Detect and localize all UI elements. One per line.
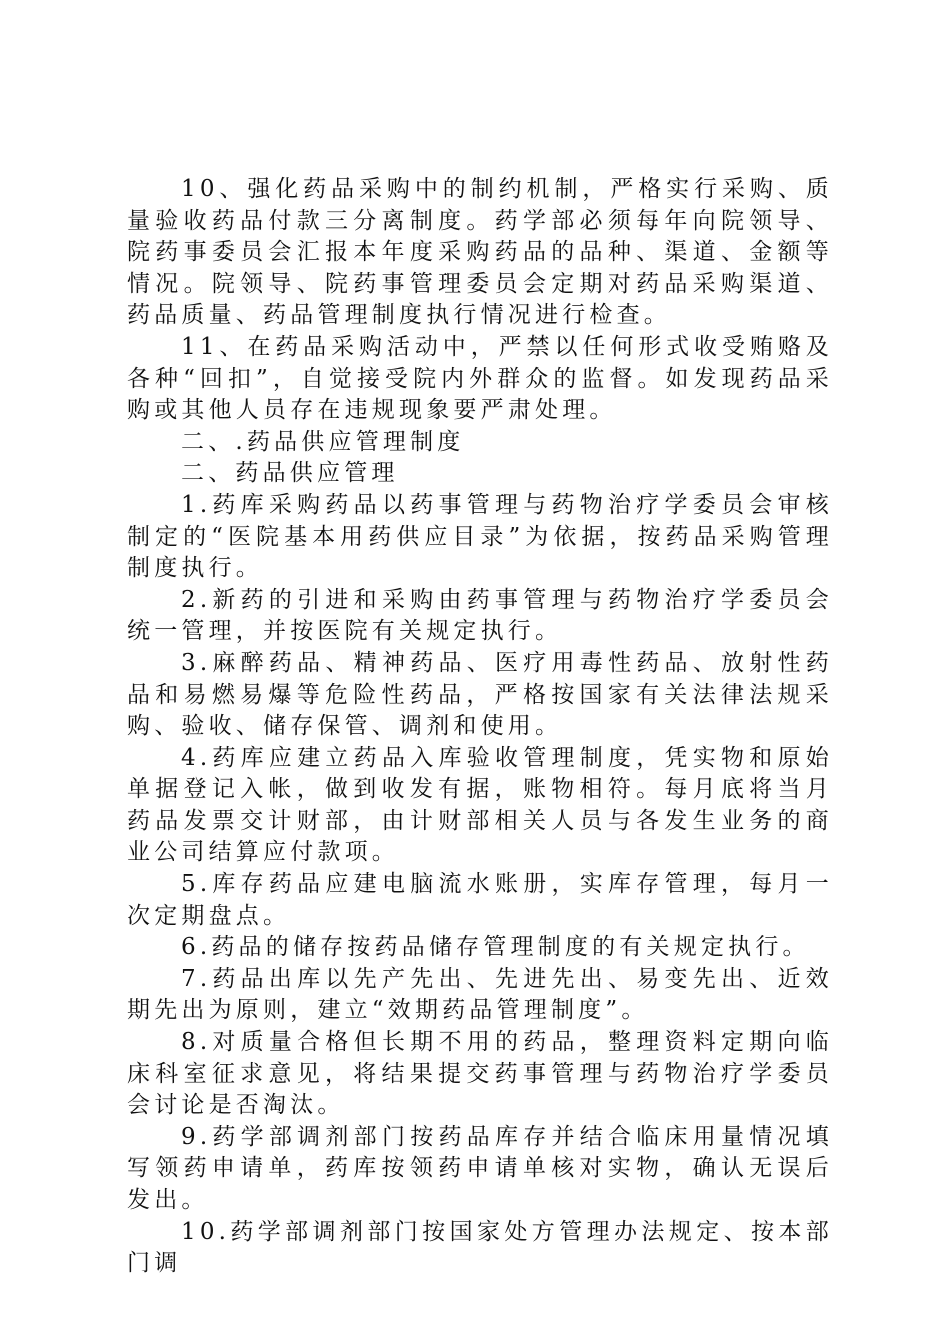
paragraph-supply-5: 5.库存药品应建电脑流水账册，实库存管理，每月一次定期盘点。	[127, 871, 833, 929]
paragraph-supply-6: 6.药品的储存按药品储存管理制度的有关规定执行。	[181, 934, 810, 961]
paragraph-supply-3: 3.麻醉药品、精神药品、医疗用毒性药品、放射性药品和易燃易爆等危险性药品，严格按国家有关法律法规采购、验收、储存保管、调剂和使用。	[127, 649, 833, 740]
paragraph-supply-9: 9.药学部调剂部门按药品库存并结合临床用量情况填写领药申请单，药库按领药申请单核对实物，确认无误后发出。	[127, 1123, 833, 1213]
paragraph-supply-2: 2.新药的引进和采购由药事管理与药物治疗学委员会统一管理，并按医院有关规定执行。	[127, 586, 833, 645]
paragraph-supply-7: 7.药品出库以先产先出、先进先出、易变先出、近效期先出为原则，建立“效期药品管理制度”。	[127, 965, 833, 1024]
paragraph-supply-4: 4.药库应建立药品入库验收管理制度，凭实物和原始单据登记入帐，做到收发有据，账物相符。每月底将当月药品发票交计财部，由计财部相关人员与各发生业务的商业公司结算应付款项。	[127, 744, 833, 866]
paragraph-10-procurement-control: 10、强化药品采购中的制约机制，严格实行采购、质量验收药品付款三分离制度。药学部必须每年向院领导、院药事委员会汇报本年度采购药品的品种、渠道、金额等情况。院领导、院药事管理委员会定期对药品采购渠道、药品质量、药品管理制度执行情况进行检查。	[127, 176, 833, 329]
paragraph-supply-10: 10.药学部调剂部门按国家处方管理办法规定、按本部门调	[127, 1218, 833, 1277]
paragraph-supply-8: 8.对质量合格但长期不用的药品，整理资料定期向临床科室征求意见，将结果提交药事管理与药物治疗学委员会讨论是否淘汰。	[127, 1029, 833, 1119]
paragraph-supply-1: 1.药库采购药品以药事管理与药物治疗学委员会审核制定的“医院基本用药供应目录”为依据，按药品采购管理制度执行。	[127, 491, 833, 582]
section-heading-supply-system: 二、.药品供应管理制度	[181, 428, 465, 455]
paragraph-11-anti-bribery: 11、在药品采购活动中，严禁以任何形式收受贿赂及各种“回扣”，自觉接受院内外群众的监督。如发现药品采购或其他人员存在违规现象要严肃处理。	[127, 333, 833, 424]
document-body	[127, 174, 833, 1280]
section-heading-supply-management: 二、药品供应管理	[181, 460, 399, 487]
